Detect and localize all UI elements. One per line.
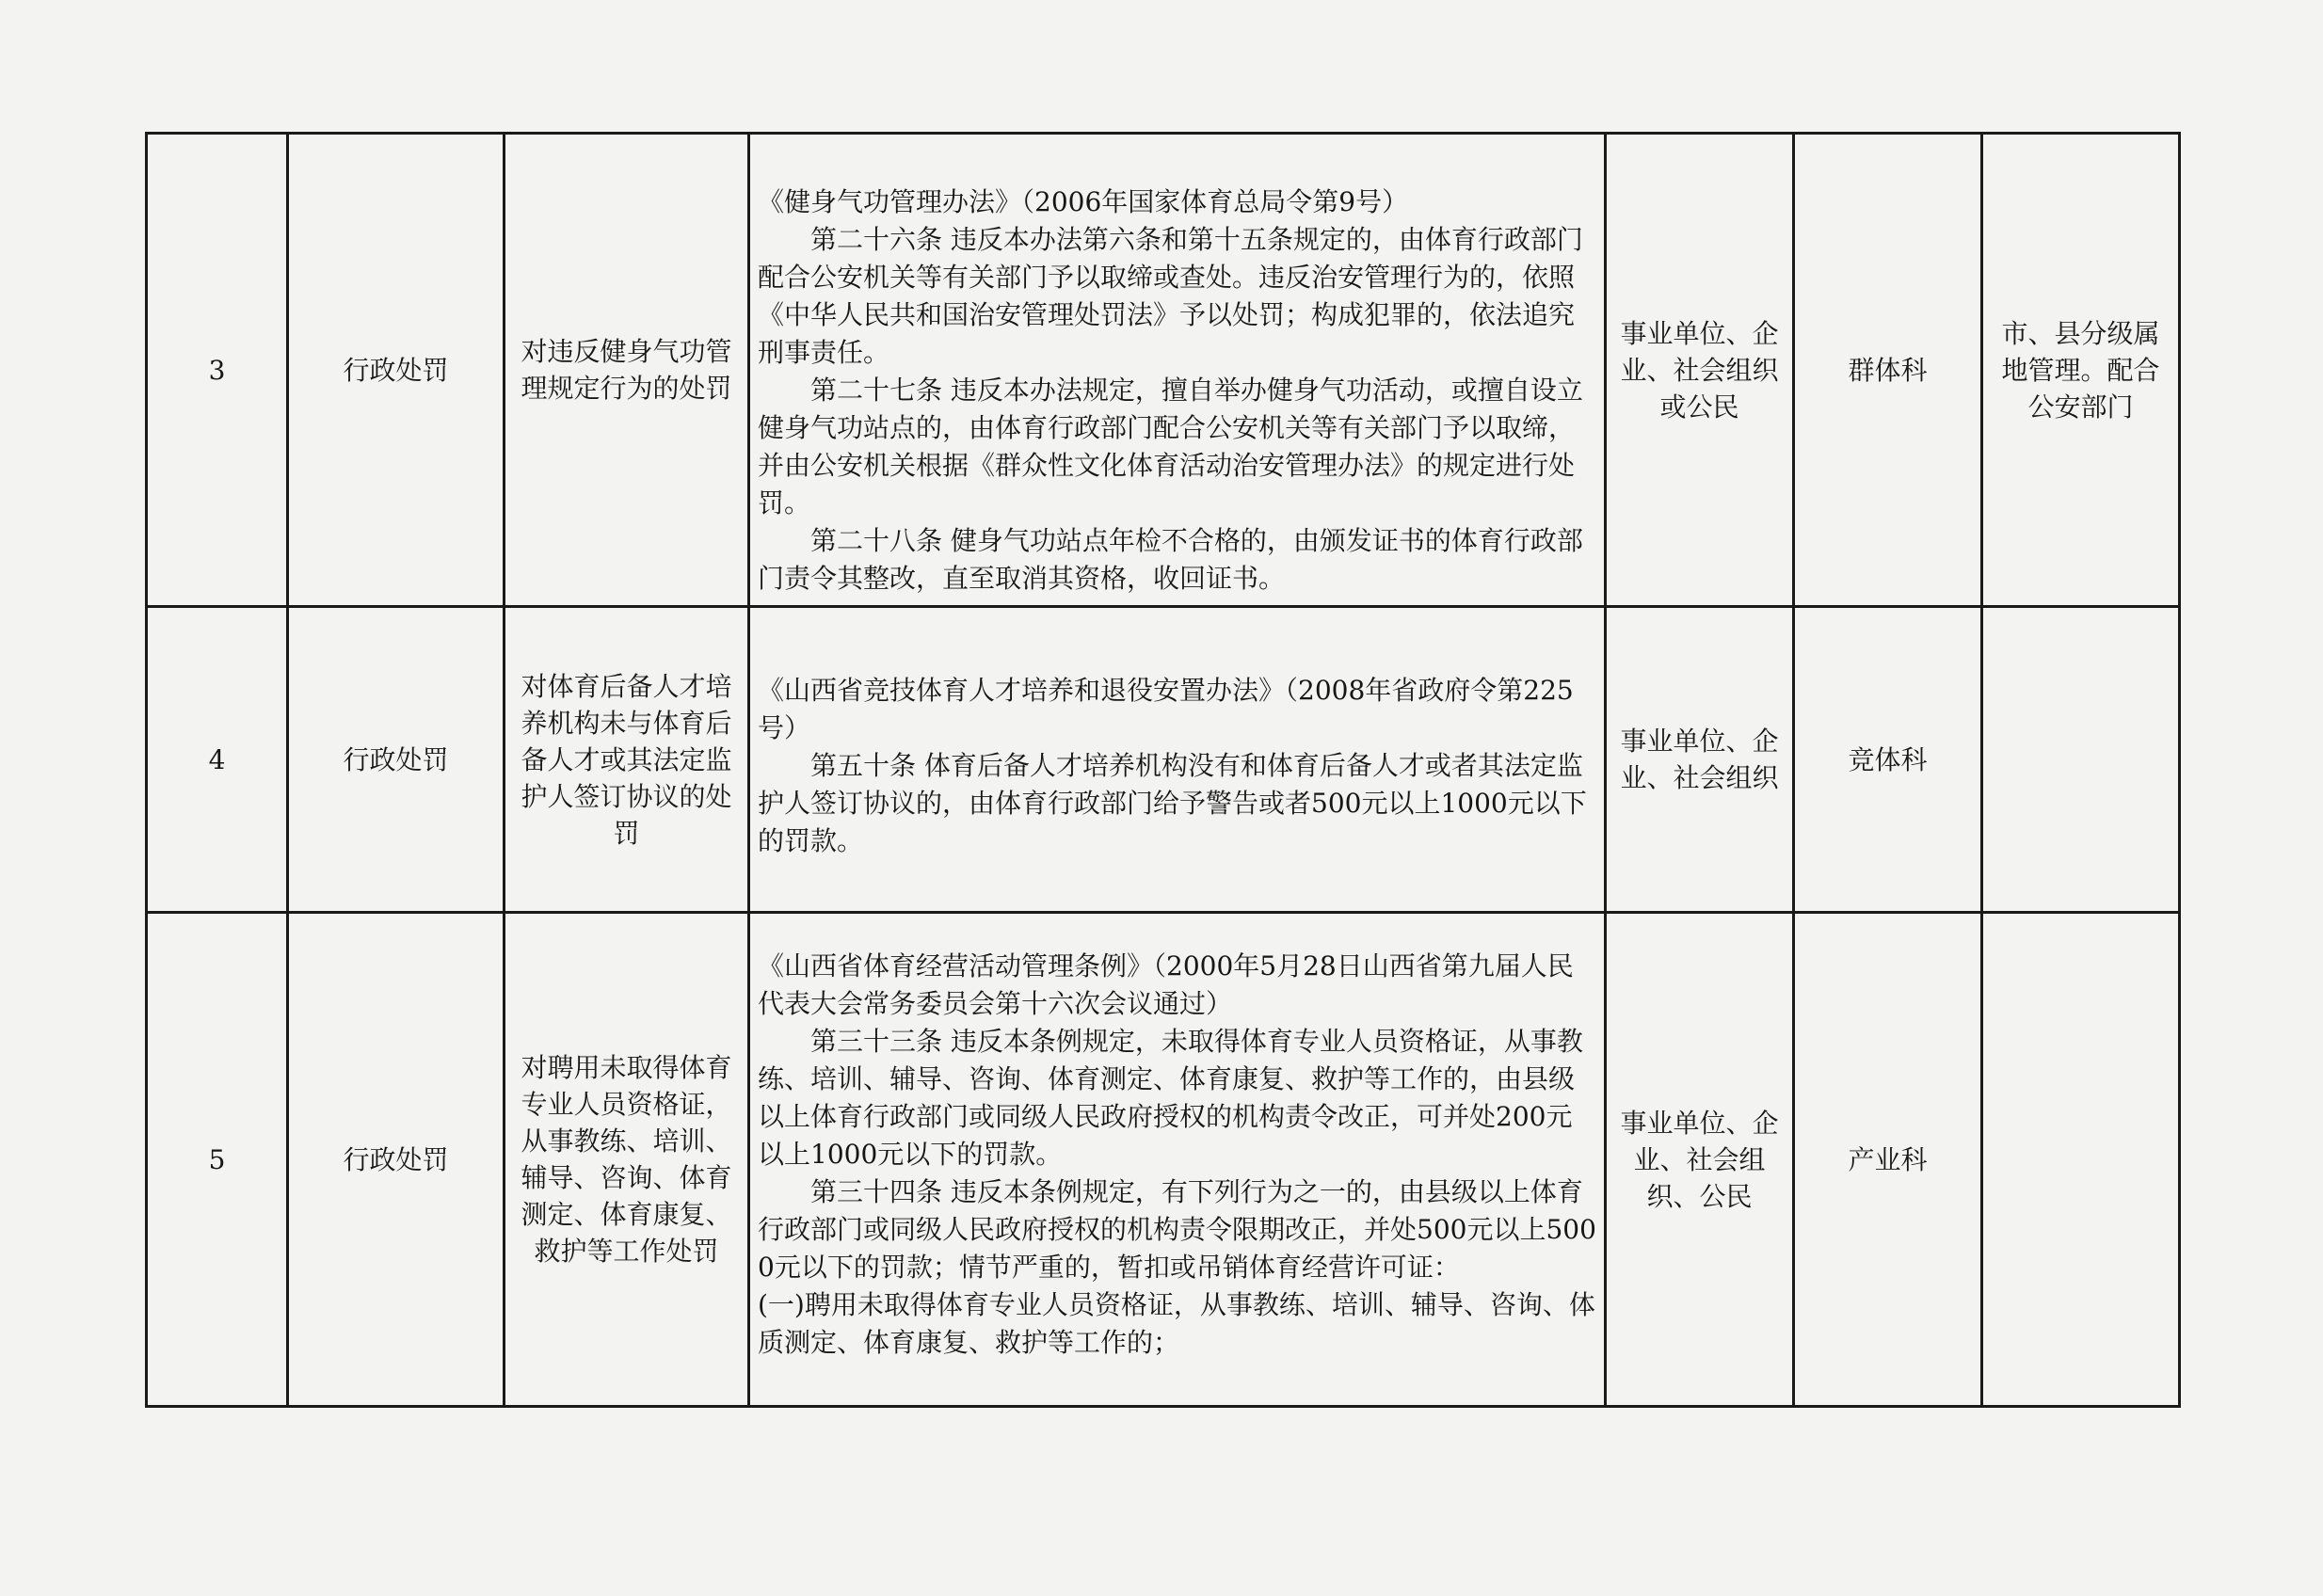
legal-basis [749, 913, 1606, 1407]
law-article: 第二十七条 违反本办法规定，擅自举办健身气功活动，或擅自设立健身气功站点的，由体育行政部门配合公安机关等有关部门予以取缔，并由公安机关根据《群众性文化体育活动治安管理办法》的规定进行处罚。 [758, 375, 1583, 519]
law-title: 《山西省竞技体育人才培养和退役安置办法》（2008年省政府令第225号） [758, 675, 1574, 743]
penalty-item: 对体育后备人才培养机构未与体育后备人才或其法定监护人签订协议的处罚 [505, 607, 749, 913]
table-row [147, 607, 2180, 913]
row-number: 3 [147, 134, 288, 607]
penalty-item: 对违反健身气功管理规定行为的处罚 [505, 134, 749, 607]
responsible-dept: 竞体科 [1794, 607, 1982, 913]
law-article: 第二十六条 违反本办法第六条和第十五条规定的，由体育行政部门配合公安机关等有关部门予以取缔或查处。违反治安管理行为的，依照《中华人民共和国治安管理处罚法》予以处罚；构成犯罪的，依法追究刑事责任。 [758, 224, 1583, 368]
table-row [147, 134, 2180, 607]
law-title: 《健身气功管理办法》（2006年国家体育总局令第9号） [758, 186, 1409, 217]
responsible-dept: 产业科 [1794, 913, 1982, 1407]
penalty-item: 对聘用未取得体育专业人员资格证，从事教练、培训、辅导、咨询、体育测定、体育康复、救护等工作处罚 [505, 913, 749, 1407]
penalty-object: 事业单位、企业、社会组织、公民 [1606, 913, 1794, 1407]
row-number: 4 [147, 607, 288, 913]
legal-basis [749, 134, 1606, 607]
penalty-type: 行政处罚 [288, 607, 505, 913]
penalty-object: 事业单位、企业、社会组织或公民 [1606, 134, 1794, 607]
remark: 市、县分级属地管理。配合公安部门 [1982, 134, 2180, 607]
law-article: 第二十八条 健身气功站点年检不合格的，由颁发证书的体育行政部门责令其整改，直至取消其资格，收回证书。 [758, 525, 1583, 594]
law-article: 第五十条 体育后备人才培养机构没有和体育后备人才或者其法定监护人签订协议的，由体育行政部门给予警告或者500元以上1000元以下的罚款。 [758, 750, 1587, 856]
penalty-table [145, 132, 2181, 1408]
responsible-dept: 群体科 [1794, 134, 1982, 607]
law-article: 第三十四条 违反本条例规定，有下列行为之一的，由县级以上体育行政部门或同级人民政府授权的机构责令限期改正，并处500元以上5000元以下的罚款；情节严重的，暂扣或吊销体育经营许可证： [758, 1176, 1596, 1283]
remark [1982, 607, 2180, 913]
law-title: 《山西省体育经营活动管理条例》（2000年5月28日山西省第九届人民代表大会常务委员会第十六次会议通过） [758, 950, 1574, 1019]
law-article: 第三十三条 违反本条例规定，未取得体育专业人员资格证，从事教练、培训、辅导、咨询、体育测定、体育康复、救护等工作的，由县级以上体育行政部门或同级人民政府授权的机构责令改正，可并处200元以上1000元以下的罚款。 [758, 1026, 1583, 1170]
law-item: (一)聘用未取得体育专业人员资格证，从事教练、培训、辅导、咨询、体质测定、体育康复、救护等工作的； [758, 1289, 1595, 1358]
table-row [147, 913, 2180, 1407]
row-number: 5 [147, 913, 288, 1407]
penalty-type: 行政处罚 [288, 913, 505, 1407]
penalty-object: 事业单位、企业、社会组织 [1606, 607, 1794, 913]
remark [1982, 913, 2180, 1407]
legal-basis [749, 607, 1606, 913]
penalty-type: 行政处罚 [288, 134, 505, 607]
